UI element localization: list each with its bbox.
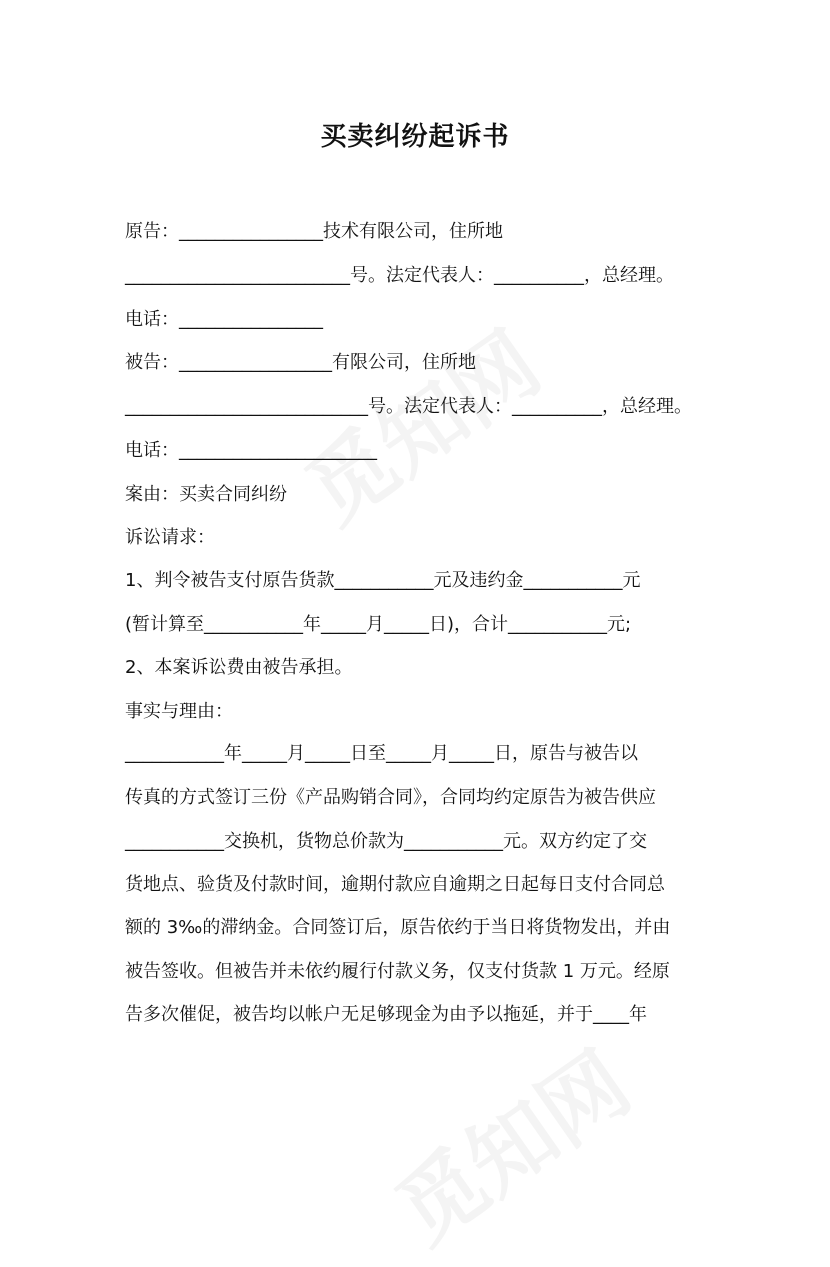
claim-1-line: 1、判令被告支付原告货款___________元及违约金___________元 <box>125 570 641 591</box>
watermark-text <box>278 297 560 547</box>
defendant-line: 被告：_________________有限公司，住所地 <box>125 352 476 373</box>
claim-2-line: 2、本案诉讼费由被告承担。 <box>125 657 353 678</box>
facts-paragraph-line: 货地点、验货及付款时间，逾期付款应自逾期之日起每日支付合同总 <box>125 874 665 895</box>
cause-of-action-line: 案由：买卖合同纠纷 <box>125 484 287 505</box>
facts-paragraph-line: 传真的方式签订三份《产品购销合同》，合同均约定原告为被告供应 <box>125 787 656 808</box>
document-title: 买卖纠纷起诉书 <box>320 122 510 152</box>
claim-1-continued-line: (暂计算至___________年_____月_____日)，合计___________元; <box>125 614 632 635</box>
defendant-phone-line: 电话：______________________ <box>125 440 377 461</box>
watermark-text-bottom <box>368 1017 650 1267</box>
facts-paragraph-line: 告多次催促，被告均以帐户无足够现金为由予以拖延，并于____年 <box>125 1004 647 1025</box>
defendant-address-line: ___________________________号。法定代表人：__________，总经理。 <box>125 396 692 417</box>
plaintiff-line: 原告：________________技术有限公司，住所地 <box>125 221 503 242</box>
claims-heading: 诉讼请求： <box>125 527 215 548</box>
facts-paragraph-line: 被告签收。但被告并未依约履行付款义务，仅支付货款 1 万元。经原 <box>125 961 670 982</box>
facts-paragraph-line: ___________年_____月_____日至_____月_____日，原告与被告以 <box>125 743 638 764</box>
plaintiff-phone-line: 电话：________________ <box>125 309 323 330</box>
facts-paragraph-line: 额的 3‰的滞纳金。合同签订后，原告依约于当日将货物发出，并由 <box>125 917 671 938</box>
facts-paragraph-line: ___________交换机，货物总价款为___________元。双方约定了交 <box>125 831 647 852</box>
facts-heading: 事实与理由： <box>125 701 233 722</box>
plaintiff-address-line: _________________________号。法定代表人：__________，总经理。 <box>125 265 674 286</box>
